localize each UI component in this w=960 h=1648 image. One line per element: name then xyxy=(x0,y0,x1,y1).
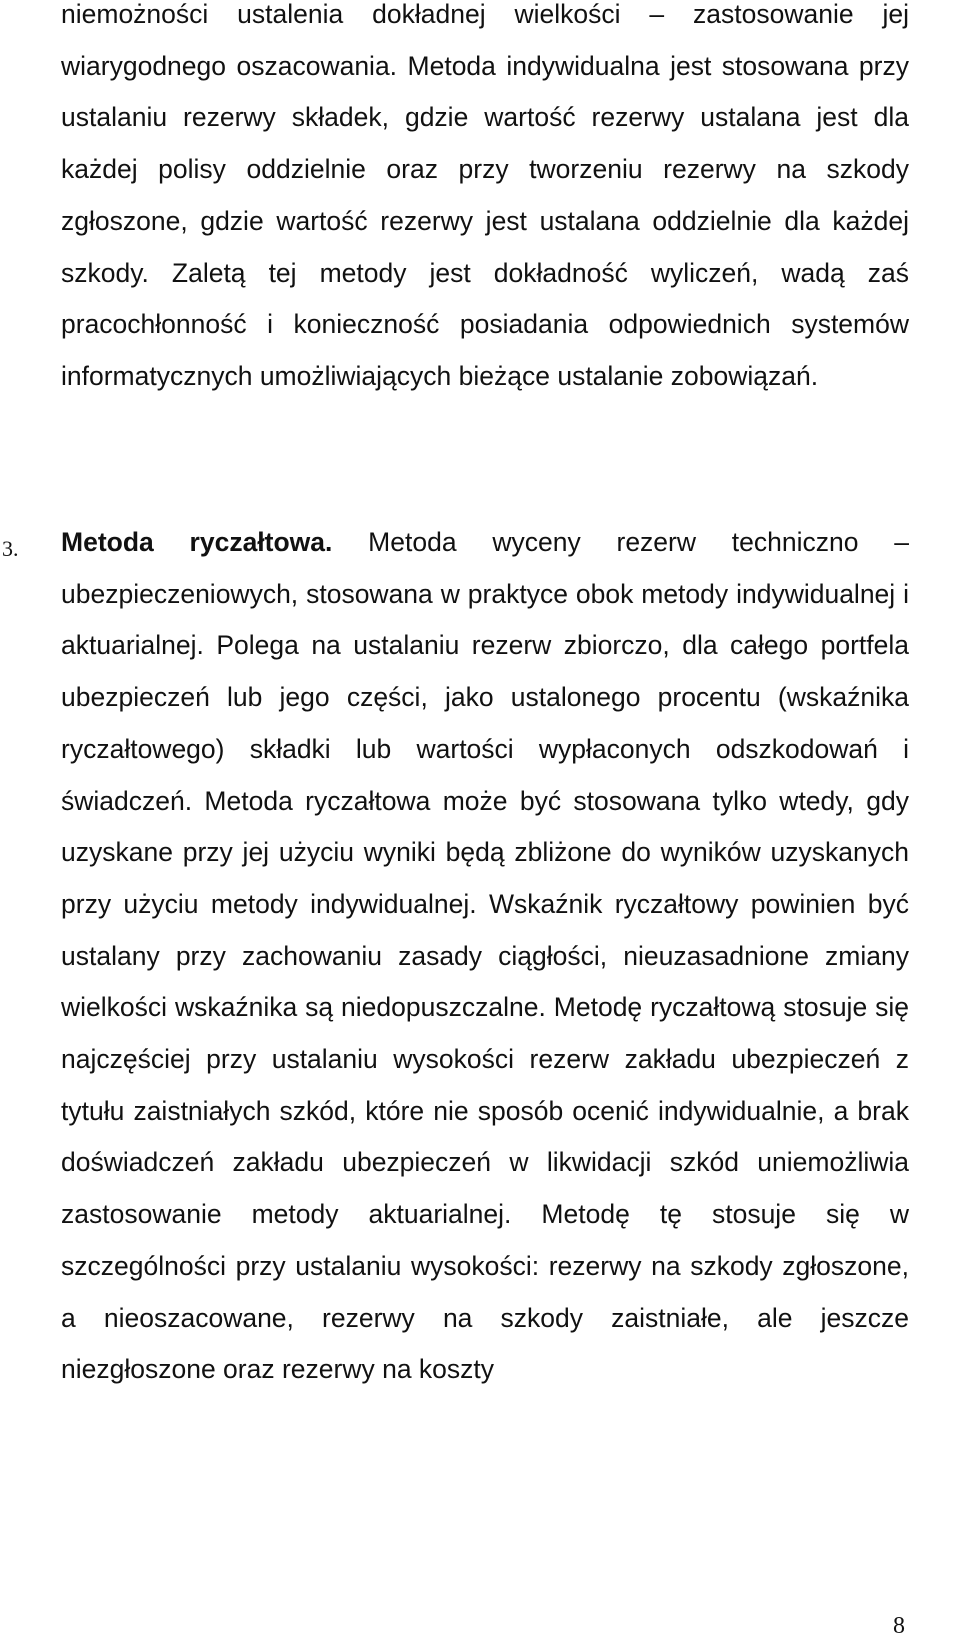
section-heading: Metoda ryczałtowa. xyxy=(61,527,333,557)
list-item-number: 3. xyxy=(2,536,19,561)
paragraph-individual-method: niemożności ustalenia dokładnej wielkości – zastosowanie jej wiarygodnego oszacowania. Metoda indywidualna jest stosowana przy ustalaniu rezerwy składek, gdzie wartość rezerwy ustalana jest dla każdej polisy oddzielnie oraz przy tworzeniu rezerwy na szkody zgłoszone, gdzie wartość rezerwy jest ustalana oddzielnie dla każdej szkody. Zaletą tej metody jest dokładność wyliczeń, wadą zaś pracochłonność i konieczność posiadania odpowiednich systemów informatycznych umożliwiających bieżące ustalanie zobowiązań. xyxy=(61,0,909,391)
paragraph-lump-sum-method xyxy=(61,517,909,1396)
section-body: Metoda wyceny rezerw techniczno – ubezpieczeniowych, stosowana w praktyce obok metody indywidualnej i aktuarialnej. Polega na ustalaniu rezerw zbiorczo, dla całego portfela ubezpieczeń lub jego części, jako ustalonego procentu (wskaźnika ryczałtowego) składki lub wartości wypłaconych odszkodowań i świadczeń. Metoda ryczałtowa może być stosowana tylko wtedy, gdy uzyskane przy jej użyciu wyniki będą zbliżone do wyników uzyskanych przy użyciu metody indywidualnej. Wskaźnik ryczałtowy powinien być ustalany przy zachowaniu zasady ciągłości, nieuzasadnione zmiany wielkości wskaźnika są niedopuszczalne. Metodę ryczałtową stosuje się najczęściej przy ustalaniu wysokości rezerw zakładu ubezpieczeń z tytułu zaistniałych szkód, które nie sposób ocenić indywidualnie, a brak doświadczeń zakładu ubezpieczeń w likwidacji szkód uniemożliwia zastosowanie metody aktuarialnej. Metodę tę stosuje się w szczególności przy ustalaniu wysokości: rezerwy na szkody zgłoszone, a nieoszacowane, rezerwy na szkody zaistniałe, ale jeszcze niezgłoszone oraz rezerwy na koszty xyxy=(61,527,909,1385)
page-number: 8 xyxy=(893,1613,905,1639)
